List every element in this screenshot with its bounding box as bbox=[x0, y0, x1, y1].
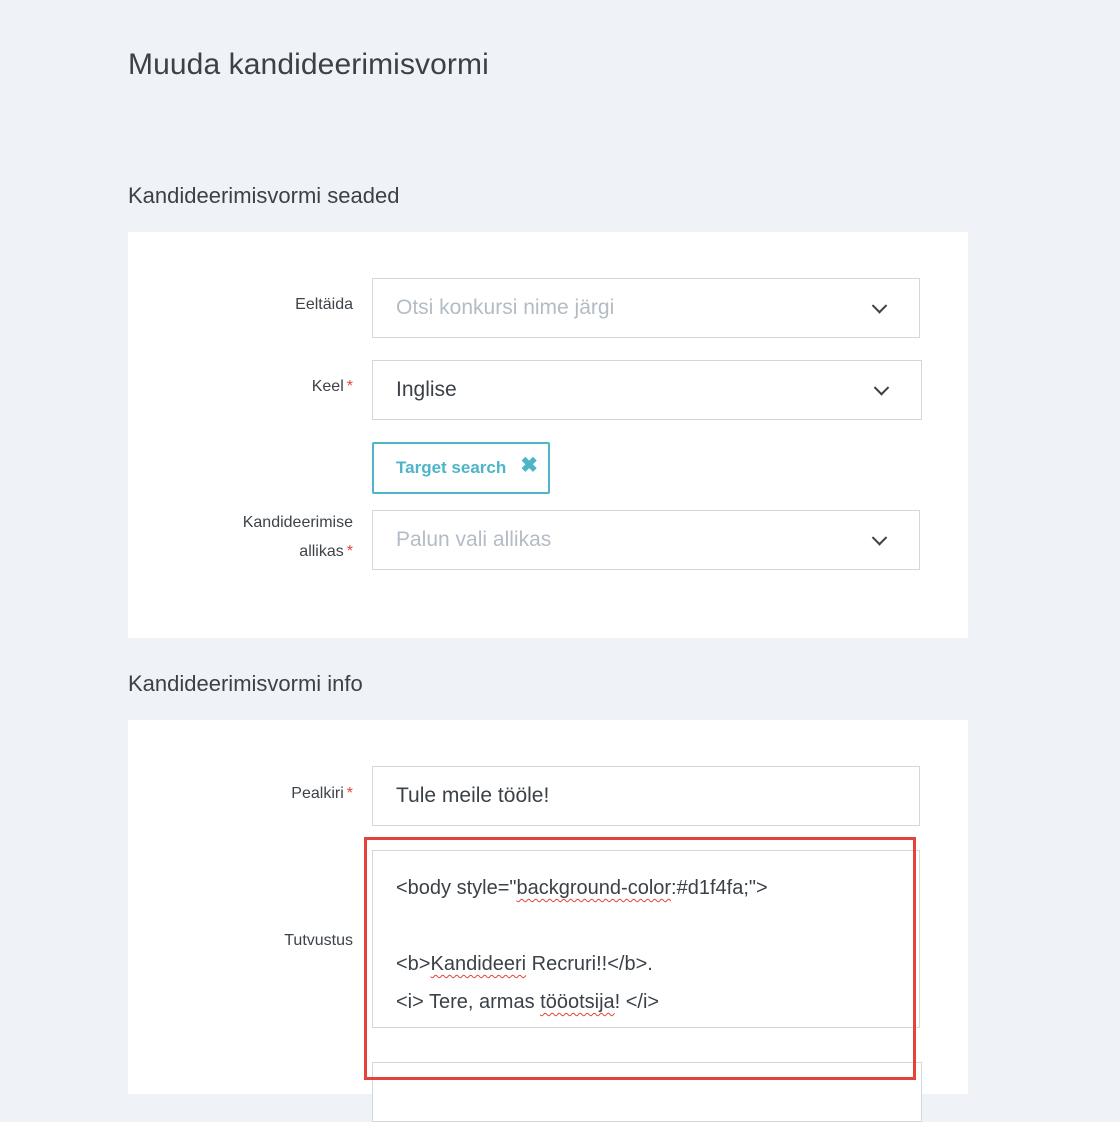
heading-input[interactable] bbox=[372, 766, 920, 826]
chevron-down-icon bbox=[872, 298, 888, 314]
source-placeholder: Palun vali allikas bbox=[396, 528, 552, 551]
source-label bbox=[243, 508, 353, 566]
editor-line bbox=[396, 953, 653, 976]
intro-label bbox=[284, 926, 353, 955]
language-label bbox=[312, 372, 353, 401]
info-card bbox=[128, 720, 968, 1094]
misspelled-word: background-color bbox=[516, 877, 672, 899]
source-tag[interactable] bbox=[372, 442, 550, 494]
prefill-label bbox=[295, 290, 353, 319]
chevron-down-icon bbox=[874, 380, 890, 396]
heading-label-text: Pealkiri bbox=[291, 785, 344, 802]
source-label-line2: allikas bbox=[299, 543, 344, 560]
editor-text: ! </i> bbox=[614, 991, 660, 1013]
editor-line bbox=[396, 877, 768, 900]
language-select[interactable] bbox=[372, 360, 922, 420]
editor-text: <b> bbox=[396, 953, 431, 975]
heading-value: Tule meile tööle! bbox=[396, 784, 550, 807]
misspelled-word: tööotsija bbox=[540, 991, 615, 1013]
source-label-line1: Kandideerimise bbox=[242, 514, 353, 531]
language-label-text: Keel bbox=[311, 378, 344, 395]
next-field[interactable] bbox=[372, 1062, 922, 1122]
editor-line bbox=[396, 991, 659, 1014]
required-mark: * bbox=[346, 785, 353, 802]
editor-text: :#d1f4fa;"> bbox=[671, 877, 768, 899]
source-tag-label: Target search bbox=[396, 458, 507, 477]
prefill-placeholder: Otsi konkursi nime järgi bbox=[396, 296, 615, 319]
prefill-select[interactable] bbox=[372, 278, 920, 338]
language-value: Inglise bbox=[396, 378, 457, 401]
misspelled-word: Kandideeri bbox=[430, 953, 527, 975]
settings-card bbox=[128, 232, 968, 638]
settings-section-title: Kandideerimisvormi seaded bbox=[128, 183, 400, 208]
source-select[interactable] bbox=[372, 510, 920, 570]
close-icon[interactable]: ✖ bbox=[520, 454, 538, 477]
chevron-down-icon bbox=[872, 530, 888, 546]
heading-label bbox=[291, 779, 353, 808]
info-section-title: Kandideerimisvormi info bbox=[128, 671, 363, 696]
editor-text: <body style=" bbox=[396, 877, 517, 899]
required-mark: * bbox=[346, 378, 353, 395]
intro-label-text: Tutvustus bbox=[284, 932, 353, 949]
intro-editor[interactable] bbox=[372, 850, 920, 1028]
editor-text: Recruri!!</b>. bbox=[526, 953, 653, 975]
editor-text: <i> Tere, armas bbox=[396, 991, 541, 1013]
prefill-label-text: Eeltäida bbox=[295, 296, 353, 313]
page-title: Muuda kandideerimisvormi bbox=[128, 48, 489, 81]
required-mark: * bbox=[346, 543, 353, 560]
